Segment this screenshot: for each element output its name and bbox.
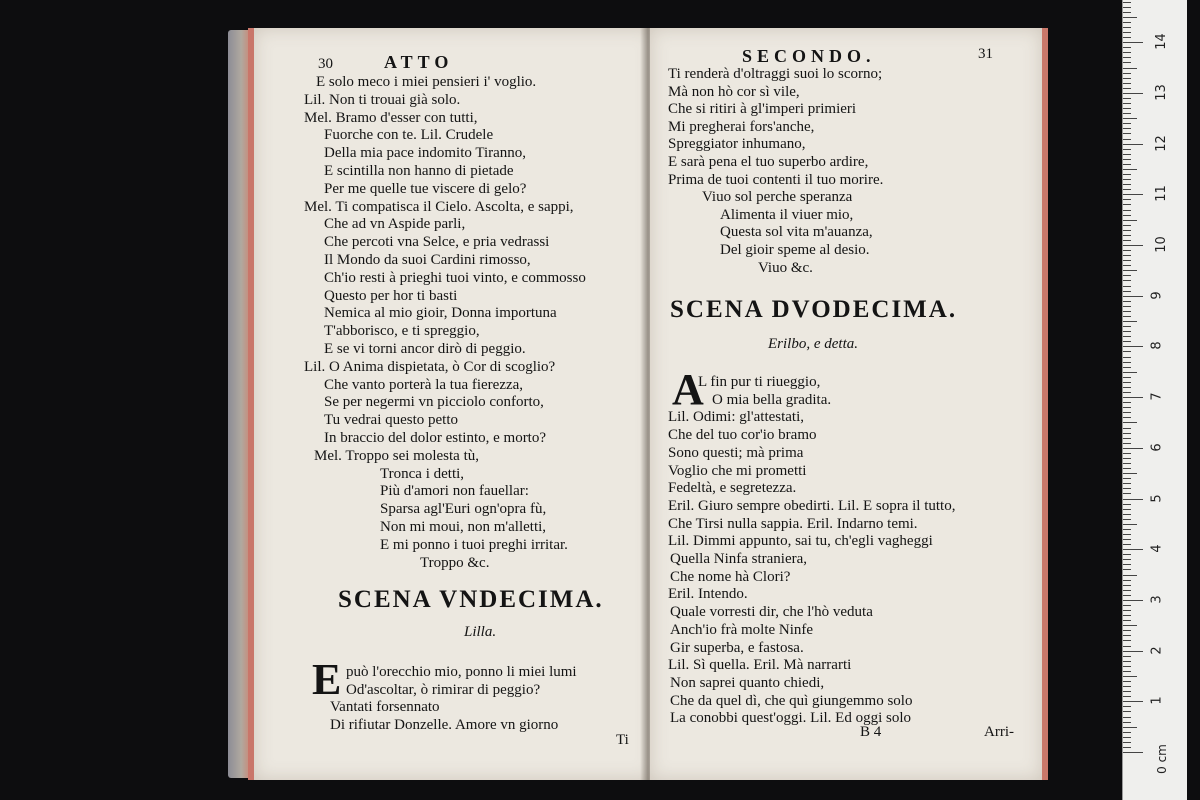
verse-line: Prima de tuoi contenti il tuo morire. <box>668 171 884 188</box>
verse-line: Sono questi; mà prima <box>668 444 804 461</box>
ruler-tick <box>1123 286 1131 287</box>
ruler-tick <box>1123 711 1131 712</box>
ruler-tick <box>1123 529 1131 530</box>
ruler-tick <box>1123 595 1131 596</box>
ruler-tick <box>1123 316 1131 317</box>
ruler-label: 5 <box>1149 493 1165 503</box>
ruler-tick <box>1123 569 1131 570</box>
drop-cap-e: E <box>312 655 342 704</box>
ruler-tick <box>1123 311 1131 312</box>
ruler-tick <box>1123 524 1137 525</box>
ruler-tick <box>1123 468 1131 469</box>
verse-line: Od'ascoltar, ò rimirar di peggio? <box>346 681 541 698</box>
ruler-label: 11 <box>1153 185 1169 203</box>
ruler-tick <box>1123 448 1143 449</box>
verse-line: Non mi moui, non m'alletti, <box>380 519 547 535</box>
ruler-tick <box>1123 265 1131 266</box>
verse-line: Lil. O Anima dispietata, ò Cor di scoglio? <box>304 358 556 375</box>
verse-line: Viuo &c. <box>758 259 813 276</box>
signature-mark: B 4 <box>860 724 882 740</box>
left-page <box>248 28 654 780</box>
left-catchword: Ti <box>616 732 629 748</box>
ruler-tick <box>1123 372 1137 373</box>
ruler-tick <box>1123 691 1131 692</box>
ruler-label: 9 <box>1149 291 1165 300</box>
verse-line: Fedeltà, e segretezza. <box>668 480 797 497</box>
verse-line: E se vi torni ancor dirò di peggio. <box>324 341 526 357</box>
ruler-label: 14 <box>1153 33 1169 50</box>
verse-line: Se per negermi vn picciolo conforto, <box>324 394 544 411</box>
verse-line: può l'orecchio mio, ponno li miei lumi <box>346 664 577 680</box>
ruler-tick <box>1123 585 1131 586</box>
ruler-tick <box>1123 93 1143 94</box>
verse-line: Mel. Bramo d'esser con tutti, <box>304 109 478 126</box>
ruler-tick <box>1123 133 1131 134</box>
ruler-tick <box>1123 382 1131 383</box>
ruler-tick <box>1123 235 1131 236</box>
ruler-tick <box>1123 225 1131 226</box>
ruler-tick <box>1123 473 1137 474</box>
verse-line: Troppo &c. <box>420 554 490 571</box>
ruler-tick <box>1123 250 1131 251</box>
ruler-tick <box>1123 438 1131 439</box>
ruler-tick <box>1123 230 1131 231</box>
ruler-label: 6 <box>1149 443 1165 452</box>
verse-line: Questa sol vita m'auanza, <box>720 224 873 241</box>
right-catchword: Arri- <box>984 724 1014 740</box>
ruler-tick <box>1123 519 1131 520</box>
ruler-tick <box>1123 651 1143 652</box>
ruler-label: 7 <box>1149 392 1165 401</box>
ruler-tick <box>1123 204 1131 205</box>
ruler-tick <box>1123 68 1137 69</box>
scene-subtitle-erilbo: Erilbo, e detta. <box>768 336 858 352</box>
ruler-tick <box>1123 397 1143 398</box>
ruler-tick <box>1123 32 1131 33</box>
verse-line: Mel. Ti compatisca il Cielo. Ascolta, e sappi, <box>304 198 574 215</box>
ruler-tick <box>1123 301 1131 302</box>
ruler-tick <box>1123 392 1131 393</box>
ruler-tick <box>1123 210 1131 211</box>
ruler-tick <box>1123 549 1143 550</box>
ruler-tick <box>1123 727 1137 728</box>
ruler-tick <box>1123 671 1131 672</box>
ruler-tick <box>1123 630 1131 631</box>
scene-title-duodecima: SCENA DVODECIMA. <box>670 296 958 323</box>
ruler-tick <box>1123 737 1131 738</box>
book-edge <box>228 30 250 778</box>
ruler-tick <box>1123 488 1131 489</box>
ruler-tick <box>1123 98 1131 99</box>
ruler-tick <box>1123 493 1131 494</box>
ruler-tick <box>1123 275 1131 276</box>
ruler-tick <box>1123 453 1131 454</box>
verse-line: E mi ponno i tuoi preghi irritar. <box>380 536 568 553</box>
right-page-number: 31 <box>978 46 993 62</box>
ruler-tick <box>1123 22 1131 23</box>
ruler-tick <box>1123 47 1131 48</box>
ruler-tick <box>1123 620 1131 621</box>
ruler-label: 13 <box>1153 84 1169 101</box>
ruler-tick <box>1123 189 1131 190</box>
ruler-tick <box>1123 575 1137 576</box>
ruler-tick <box>1123 559 1131 560</box>
ruler-tick <box>1123 42 1143 43</box>
ruler-tick <box>1123 113 1131 114</box>
ruler-tick <box>1123 600 1143 601</box>
verse-line: Quella Ninfa straniera, <box>670 551 808 567</box>
ruler-tick <box>1123 144 1143 145</box>
verse-line: O mia bella gradita. <box>712 391 832 408</box>
verse-line: Sparsa agl'Euri ogn'opra fù, <box>380 501 547 518</box>
left-page-number: 30 <box>318 56 333 72</box>
verse-line: Nemica al mio gioir, Donna importuna <box>324 305 557 322</box>
ruler-tick <box>1123 149 1131 150</box>
verse-line: Il Mondo da suoi Cardini rimosso, <box>324 252 531 268</box>
ruler-tick <box>1123 463 1131 464</box>
ruler-tick <box>1123 387 1131 388</box>
verse-line: Ti renderà d'oltraggi suoi lo scorno; <box>668 66 883 82</box>
ruler-tick <box>1123 73 1131 74</box>
ruler-tick <box>1123 676 1137 677</box>
ruler-tick <box>1123 341 1131 342</box>
ruler-tick <box>1123 346 1143 347</box>
ruler-tick <box>1123 580 1131 581</box>
ruler-tick <box>1123 17 1137 18</box>
verse-line: Tu vedrai questo petto <box>324 412 459 429</box>
verse-line: Fuorche con te. Lil. Crudele <box>324 127 494 144</box>
verse-line: Della mia pace indomito Tiranno, <box>324 145 527 162</box>
ruler-label: 3 <box>1149 595 1165 604</box>
ruler-tick <box>1123 215 1131 216</box>
ruler-tick <box>1123 661 1131 662</box>
verse-line: Voglio che mi prometti <box>668 462 807 479</box>
verse-line: L fin pur ti riueggio, <box>698 374 821 390</box>
ruler-tick <box>1123 417 1131 418</box>
ruler-tick <box>1123 696 1131 697</box>
ruler-tick <box>1123 291 1131 292</box>
ruler-tick <box>1123 539 1131 540</box>
ruler-tick <box>1123 57 1131 58</box>
ruler-tick <box>1123 326 1131 327</box>
ruler-label: 10 <box>1153 236 1169 253</box>
ruler-tick <box>1123 362 1131 363</box>
ruler-tick <box>1123 245 1143 246</box>
ruler-tick <box>1123 433 1131 434</box>
verse-line: Mel. Troppo sei molesta tù, <box>314 447 480 464</box>
ruler-tick <box>1123 83 1131 84</box>
ruler-tick <box>1123 154 1131 155</box>
ruler-tick <box>1123 483 1131 484</box>
verse-line: Che percoti vna Selce, e pria vedrassi <box>324 234 550 251</box>
ruler-tick <box>1123 336 1131 337</box>
ruler-tick <box>1123 321 1137 322</box>
ruler-tick <box>1123 37 1131 38</box>
verse-line: Mà non hò cor sì vile, <box>668 83 800 100</box>
ruler-tick <box>1123 184 1131 185</box>
ruler-tick <box>1123 742 1131 743</box>
drop-cap-a: A <box>672 365 704 414</box>
right-running-head: SECONDO. <box>742 46 876 66</box>
verse-line: Non saprei quanto chiedi, <box>670 674 825 691</box>
ruler-tick <box>1123 625 1137 626</box>
ruler-tick <box>1123 357 1131 358</box>
ruler-tick <box>1123 514 1131 515</box>
ruler-label: 1 <box>1149 696 1165 705</box>
ruler-label: 12 <box>1153 134 1169 152</box>
verse-line: Questo per hor ti basti <box>324 287 458 304</box>
ruler-tick <box>1123 640 1131 641</box>
verse-line: Spreggiator inhumano, <box>668 136 806 153</box>
ruler-tick <box>1123 615 1131 616</box>
ruler-unit-label: 0 cm <box>1154 744 1169 774</box>
verse-line: Per me quelle tue viscere di gelo? <box>324 180 527 197</box>
right-page <box>650 28 1048 780</box>
ruler-tick <box>1123 306 1131 307</box>
ruler-label: 8 <box>1149 341 1165 351</box>
ruler-tick <box>1123 240 1131 241</box>
verse-line: Mi pregherai fors'anche, <box>668 118 815 135</box>
ruler-tick <box>1123 351 1131 352</box>
verse-line: Gir superba, e fastosa. <box>670 639 804 656</box>
verse-line: E scintilla non hanno di pietade <box>324 163 514 179</box>
ruler-tick <box>1123 412 1131 413</box>
ruler-tick <box>1123 681 1131 682</box>
ruler-tick <box>1123 428 1131 429</box>
verse-line: Quale vorresti dir, che l'hò veduta <box>670 604 873 621</box>
ruler-tick <box>1123 159 1131 160</box>
scene-title-undecima: SCENA VNDECIMA. <box>338 586 604 613</box>
ruler-tick <box>1123 458 1131 459</box>
verse-line: Viuo sol perche speranza <box>702 189 853 206</box>
ruler-tick <box>1123 701 1143 702</box>
verse-line: Che da quel dì, che quì giungemmo solo <box>670 692 913 709</box>
ruler-tick <box>1123 554 1131 555</box>
ruler-tick <box>1123 103 1131 104</box>
ruler-tick <box>1123 194 1143 195</box>
ruler-tick <box>1123 590 1131 591</box>
ruler-tick <box>1123 164 1131 165</box>
left-running-head: ATTO <box>384 52 454 72</box>
ruler-tick <box>1123 179 1131 180</box>
ruler-tick <box>1123 407 1131 408</box>
ruler-tick <box>1123 402 1131 403</box>
ruler-label: 2 <box>1149 645 1165 655</box>
ruler-tick <box>1123 52 1131 53</box>
verse-line: Che si ritiri à gl'imperi primieri <box>668 101 857 118</box>
verse-line: Lil. Dimmi appunto, sai tu, ch'egli vagheggi <box>668 533 933 550</box>
ruler-tick <box>1123 367 1131 368</box>
ruler-tick <box>1123 27 1131 28</box>
verse-line: Vantati forsennato <box>330 699 440 716</box>
ruler-tick <box>1123 123 1131 124</box>
verse-line: E solo meco i miei pensieri i' voglio. <box>316 74 537 90</box>
ruler-tick <box>1123 752 1143 753</box>
ruler-tick <box>1123 270 1137 271</box>
ruler-tick <box>1123 118 1137 119</box>
verse-line: Ch'io resti à prieghi tuoi vinto, e commosso <box>324 269 586 286</box>
ruler-tick <box>1123 666 1131 667</box>
ruler-tick <box>1123 260 1131 261</box>
verse-line: Alimenta il viuer mio, <box>720 206 854 223</box>
ruler-tick <box>1123 174 1131 175</box>
ruler-tick <box>1123 199 1131 200</box>
ruler-tick <box>1123 7 1131 8</box>
ruler-tick <box>1123 656 1131 657</box>
ruler-tick <box>1123 717 1131 718</box>
ruler-tick <box>1123 88 1131 89</box>
ruler-tick <box>1123 255 1131 256</box>
verse-line: Più d'amori non fauellar: <box>380 483 529 500</box>
verse-line: Eril. Intendo. <box>668 586 748 603</box>
ruler-tick <box>1123 377 1131 378</box>
ruler-tick <box>1123 747 1131 748</box>
verse-line: Anch'io frà molte Ninfe <box>670 621 814 638</box>
verse-line: In braccio del dolor estinto, e morto? <box>324 430 547 446</box>
ruler-tick <box>1123 544 1131 545</box>
verse-line: La conobbi quest'oggi. Lil. Ed oggi solo <box>670 710 912 727</box>
ruler-tick <box>1123 443 1131 444</box>
ruler-tick <box>1123 12 1131 13</box>
ruler-tick <box>1123 686 1131 687</box>
ruler-tick <box>1123 2 1131 3</box>
ruler-tick <box>1123 722 1131 723</box>
verse-line: Che nome hà Clori? <box>670 568 791 585</box>
ruler-tick <box>1123 732 1131 733</box>
ruler-tick <box>1123 478 1131 479</box>
ruler-tick <box>1123 78 1131 79</box>
verse-line: Tronca i detti, <box>380 465 465 482</box>
ruler-tick <box>1123 635 1131 636</box>
ruler-tick <box>1123 509 1131 510</box>
verse-line: Eril. Giuro sempre obedirti. Lil. E sopra il tutto, <box>668 497 956 514</box>
measurement-ruler <box>1122 0 1187 800</box>
verse-line: Che Tirsi nulla sappia. Eril. Indarno temi. <box>668 515 918 532</box>
ruler-tick <box>1123 220 1137 221</box>
ruler-label: 4 <box>1149 544 1165 553</box>
ruler-tick <box>1123 422 1137 423</box>
ruler-tick <box>1123 564 1131 565</box>
ruler-tick <box>1123 534 1131 535</box>
ruler-tick <box>1123 504 1131 505</box>
ruler-tick <box>1123 706 1131 707</box>
verse-line: Lil. Odimi: gl'attestati, <box>668 409 805 426</box>
ruler-tick <box>1123 499 1143 500</box>
ruler-tick <box>1123 280 1131 281</box>
verse-line: Che ad vn Aspide parli, <box>324 216 466 233</box>
ruler-tick <box>1123 128 1131 129</box>
ruler-tick <box>1123 296 1143 297</box>
ruler-tick <box>1123 108 1131 109</box>
ruler-tick <box>1123 331 1131 332</box>
verse-line: T'abborisco, e ti spreggio, <box>324 323 480 340</box>
scene-subtitle-lilla: Lilla. <box>464 624 497 640</box>
ruler-tick <box>1123 62 1131 63</box>
verse-line: Di rifiutar Donzelle. Amore vn giorno <box>330 716 559 733</box>
ruler-tick <box>1123 646 1131 647</box>
verse-line: Che vanto porterà la tua fierezza, <box>324 376 524 393</box>
verse-line: Lil. Non ti trouai già solo. <box>304 91 461 108</box>
verse-line: Lil. Sì quella. Eril. Mà narrarti <box>668 657 852 674</box>
verse-line: Del gioir speme al desio. <box>720 242 870 258</box>
ruler-tick <box>1123 610 1131 611</box>
verse-line: Che del tuo cor'io bramo <box>668 427 817 444</box>
verse-line: E sarà pena el tuo superbo ardire, <box>668 154 869 170</box>
ruler-tick <box>1123 139 1131 140</box>
ruler-tick <box>1123 605 1131 606</box>
ruler-tick <box>1123 169 1137 170</box>
